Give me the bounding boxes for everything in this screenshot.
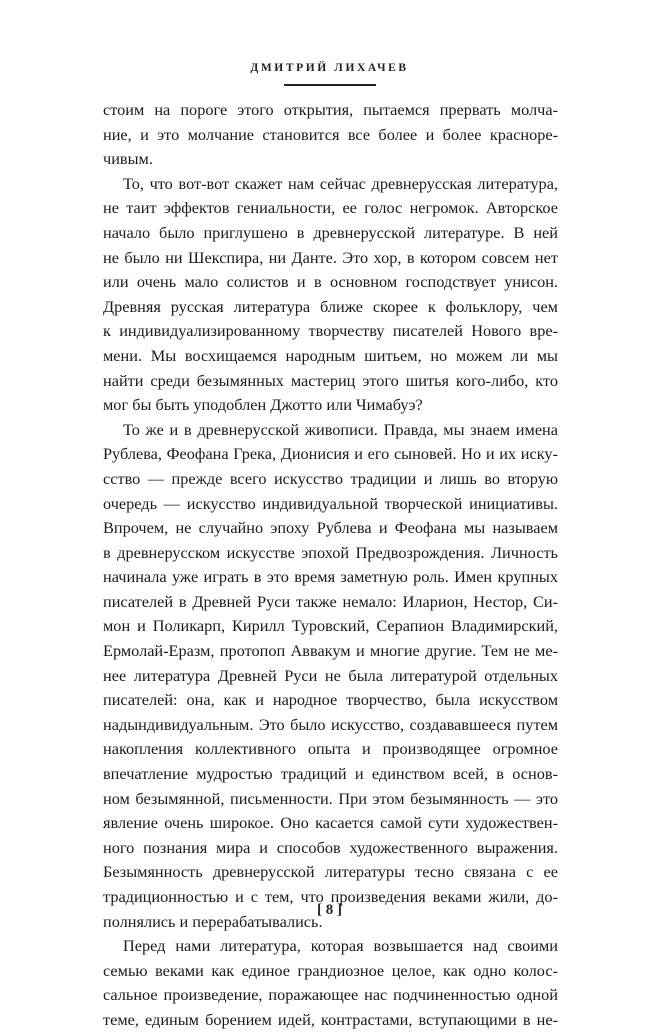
text-line: Перед нами литература, которая возвышается над своими [123,936,558,956]
text-line: Ермолай-Еразм, протопоп Аввакум и многие другие. Тем не ме- [103,641,558,661]
text-line: стоим на пороге этого открытия, пытаемся прервать молча- [103,100,558,119]
text-line: чивым. [103,149,153,169]
text-line: впечатление мудростью традиций и единством всей, в основ- [103,764,558,784]
running-head-rule [284,84,376,86]
text-line: нее литература Древней Руси не была литературой отдельных [103,665,558,685]
text-line: надындивидуальным. Это было искусство, создававшееся путем [103,714,558,734]
text-line: начинала уже играть в это время заметную роль. Имен крупных [103,567,558,587]
text-line: ного познания мира и способов художественного выражения. [103,837,558,857]
text-line: семью веками как единое грандиозное целое, как одно колос- [103,960,558,980]
text-line: традиционностью и с тем, что произведения веками жили, до- [103,887,558,906]
text-line: не таит эффектов гениальности, ее голос негромок. Авторское [103,198,558,218]
running-head: ДМИТРИЙ ЛИХАЧЕВ [250,62,409,74]
text-line: или очень мало солистов и в основном господствует унисон. [103,272,558,292]
text-line: Рублева, Феофана Грека, Дионисия и его сыновей. Но и их иску- [103,444,558,464]
text-line: То же и в древнерусской живописи. Правда, мы знаем имена [123,419,558,439]
text-line: найти среди безымянных мастериц этого шитья кого-либо, кто [103,370,558,390]
page-number: [ 8 ] [317,902,342,918]
text-line: То, что вот-вот скажет нам сейчас древнерусская литература, [123,173,558,193]
text-line: очередь — искусство индивидуальной творческой инициативы. [103,493,558,513]
text-line: мон и Поликарп, Кирилл Туровский, Серапион Владимирский, [103,616,558,636]
text-line: ном безымянной, письменности. При этом безымянность — это [103,788,558,808]
text-line: теме, единым борением идей, контрастами, вступающими в не- [103,1009,558,1029]
body-text [103,98,558,1033]
text-line: в древнерусском искусстве эпохой Предвозрождения. Личность [103,542,558,562]
text-line: накопления коллективного опыта и производящее огромное [103,739,558,759]
text-line: к индивидуализированному творчеству писателей Нового вре- [103,321,558,341]
text-line: сство — прежде всего искусство традиции и лишь во вторую [103,468,558,488]
text-line: писателей в Древней Руси также немало: Иларион, Нестор, Си- [103,591,558,611]
text-line: ние, и это молчание становится все более и более красноре- [103,124,558,144]
text-line: Древняя русская литература ближе скорее к фольклору, чем [103,296,558,316]
text-line: начало было приглушено в древнерусской литературе. В ней [103,222,558,242]
text-line: не было ни Шекспира, ни Данте. Это хор, в котором совсем нет [103,247,558,267]
text-line: мени. Мы восхищаемся народным шитьем, но можем ли мы [103,345,558,365]
text-line: сальное произведение, поражающее нас подчиненностью одной [103,985,558,1005]
text-line: мог бы быть уподоблен Джотто или Чимабуэ? [103,395,423,415]
text-line: Безымянность древнерусской литературы тесно связана с ее [103,862,558,882]
text-line: Впрочем, не случайно эпоху Рублева и Феофана мы называем [103,518,558,538]
text-line: полнялись и перерабатывались. [103,911,323,931]
text-line: писателей: она, как и народное творчество, была искусством [103,690,558,710]
text-line: явление очень широкое. Оно касается самой сути художествен- [103,813,558,833]
